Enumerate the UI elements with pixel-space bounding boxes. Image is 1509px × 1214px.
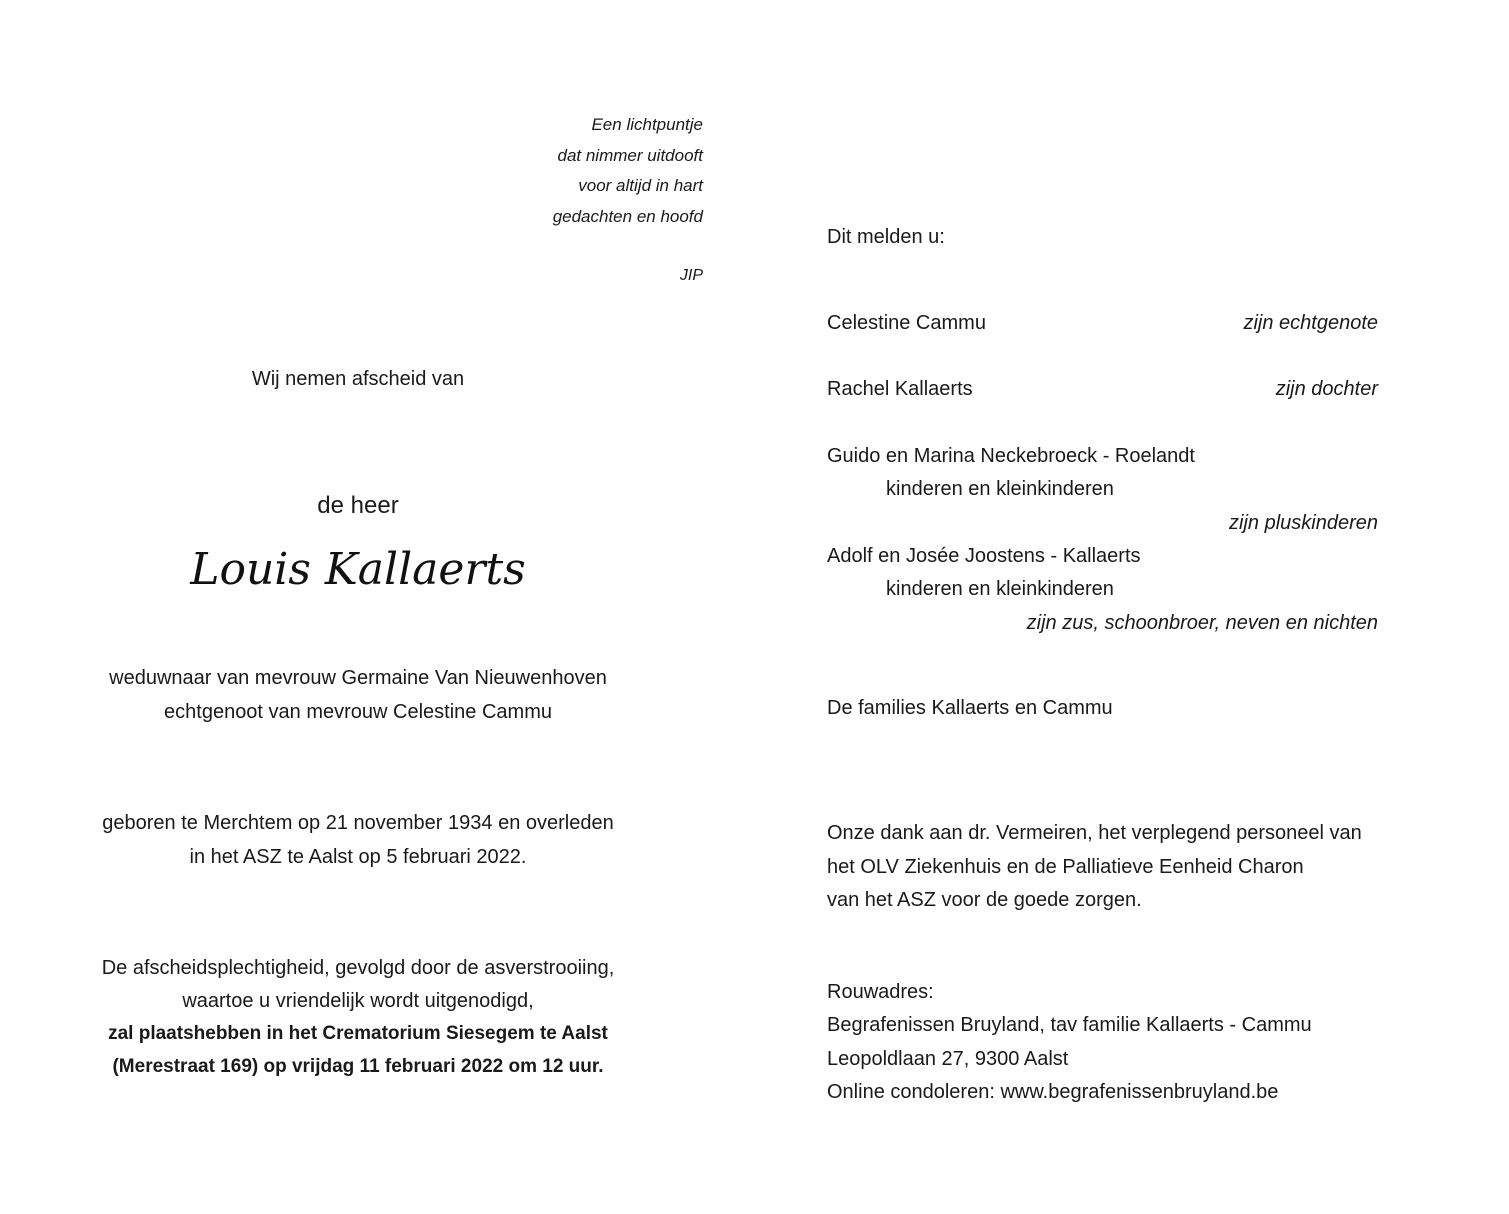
thanks-line: van het ASZ voor de goede zorgen. — [827, 889, 1142, 911]
family-name: Rachel Kallaerts — [827, 378, 973, 400]
announce-text: Dit melden u: — [827, 226, 945, 248]
relation-line: echtgenoot van mevrouw Celestine Cammu — [164, 701, 552, 723]
thanks-line: het OLV Ziekenhuis en de Palliatieve Eenheid Charon — [827, 856, 1304, 878]
families-line: De families Kallaerts en Cammu — [827, 697, 1113, 719]
ceremony-line: De afscheidsplechtigheid, gevolgd door de asverstrooiing, — [101, 957, 615, 979]
deceased-name: Louis Kallaerts — [190, 544, 526, 595]
relation-line: weduwnaar van mevrouw Germaine Van Nieuwenhoven — [109, 667, 607, 689]
poem-line: voor altijd in hart — [578, 176, 703, 195]
family-name: Adolf en Josée Joostens - Kallaerts — [827, 545, 1141, 567]
poem-line: Een lichtpuntje — [591, 115, 703, 134]
address-line: Leopoldlaan 27, 9300 Aalst — [827, 1048, 1069, 1070]
family-sub: kinderen en kleinkinderen — [886, 478, 1114, 500]
condolence-link[interactable]: Online condoleren: www.begrafenissenbruyland.be — [827, 1081, 1279, 1103]
ceremony-bold-line: zal plaatshebben in het Crematorium Siesegem te Aalst — [108, 1023, 608, 1044]
family-sub: kinderen en kleinkinderen — [886, 578, 1114, 600]
family-name: Guido en Marina Neckebroeck - Roelandt — [827, 445, 1195, 467]
thanks-line: Onze dank aan dr. Vermeiren, het verplegend personeel van — [827, 822, 1362, 844]
address-label: Rouwadres: — [827, 981, 934, 1003]
family-relation: zijn pluskinderen — [1229, 512, 1378, 534]
poem-line: dat nimmer uitdooft — [557, 146, 703, 165]
poem-line: gedachten en hoofd — [552, 207, 703, 226]
family-relation: zijn dochter — [1275, 378, 1378, 400]
ceremony-bold-line: (Merestraat 169) op vrijdag 11 februari 2022 om 12 uur. — [112, 1056, 604, 1077]
birth-death-line: in het ASZ te Aalst op 5 februari 2022. — [189, 846, 527, 868]
family-relation: zijn zus, schoonbroer, neven en nichten — [1026, 612, 1378, 634]
salutation: de heer — [317, 492, 399, 519]
ceremony-line: waartoe u vriendelijk wordt uitgenodigd, — [182, 990, 534, 1012]
address-line: Begrafenissen Bruyland, tav familie Kallaerts - Cammu — [827, 1014, 1312, 1036]
family-relation: zijn echtgenote — [1243, 312, 1378, 334]
intro-text: Wij nemen afscheid van — [251, 368, 465, 390]
birth-death-line: geboren te Merchtem op 21 november 1934 en overleden — [102, 812, 614, 834]
poem-author: JIP — [679, 267, 703, 284]
family-name: Celestine Cammu — [827, 312, 986, 334]
